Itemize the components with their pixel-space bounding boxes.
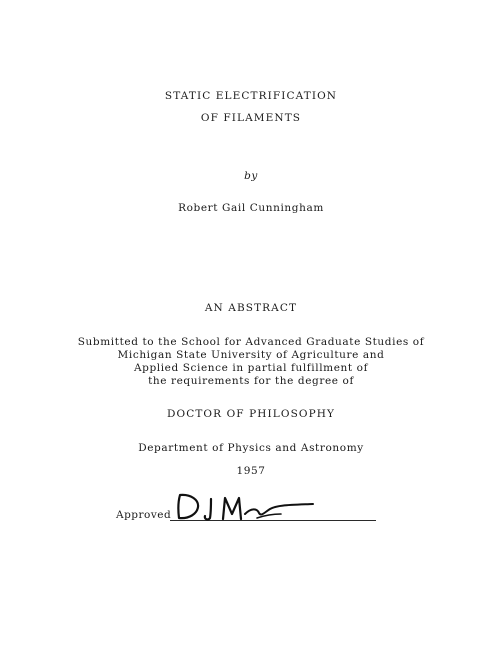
abstract-heading: AN ABSTRACT bbox=[204, 302, 298, 314]
approved-label: Approved bbox=[116, 509, 172, 521]
handwritten-signature bbox=[171, 490, 321, 524]
degree-title: DOCTOR OF PHILOSOPHY bbox=[166, 408, 336, 420]
by-label: by bbox=[244, 170, 258, 182]
submission-line-2: Michigan State University of Agriculture and bbox=[117, 349, 385, 361]
author-name: Robert Gail Cunningham bbox=[178, 202, 324, 214]
submission-line-4: the requirements for the degree of bbox=[148, 375, 354, 387]
title-line-2: OF FILAMENTS bbox=[200, 112, 302, 124]
title-line-1: STATIC ELECTRIFICATION bbox=[164, 90, 338, 102]
year: 1957 bbox=[236, 465, 266, 477]
submission-line-3: Applied Science in partial fulfillment of bbox=[133, 362, 369, 374]
submission-line-1: Submitted to the School for Advanced Graduate Studies of bbox=[77, 336, 425, 348]
approval-block bbox=[116, 502, 386, 532]
department-name: Department of Physics and Astronomy bbox=[138, 442, 364, 454]
